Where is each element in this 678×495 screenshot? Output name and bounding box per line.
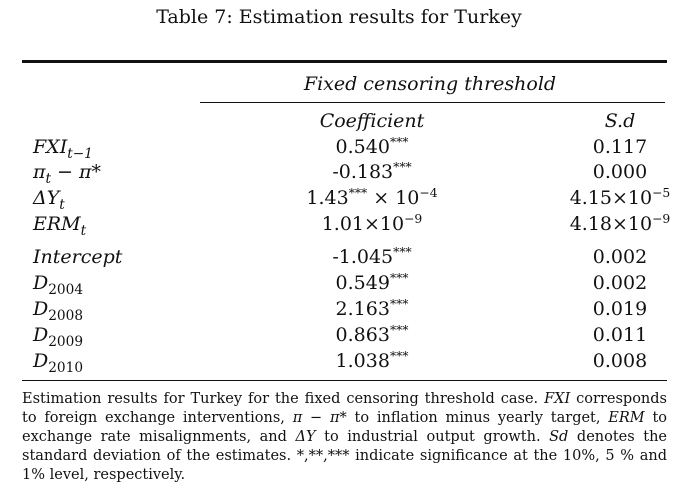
sd-value bbox=[540, 272, 678, 294]
table-row bbox=[0, 350, 678, 376]
coefficient-superscript: *** bbox=[389, 349, 409, 364]
sd-value bbox=[540, 298, 678, 320]
variable-symbol: D bbox=[33, 272, 49, 294]
sd-value bbox=[540, 213, 678, 235]
sd-number: 0.000 bbox=[592, 161, 648, 183]
column-header-sd: S.d bbox=[604, 110, 636, 132]
coefficient-number: -0.183 bbox=[332, 161, 394, 183]
coefficient-scale: × 10 bbox=[367, 187, 420, 209]
variable-symbol: D bbox=[33, 350, 49, 372]
sd-number: 0.008 bbox=[592, 350, 648, 372]
table-row bbox=[0, 187, 678, 213]
row-variable bbox=[33, 246, 122, 268]
row-variable bbox=[33, 161, 101, 187]
coefficient-value bbox=[272, 136, 472, 158]
coefficient-exponent: −4 bbox=[419, 186, 438, 201]
coefficient-superscript: *** bbox=[389, 135, 409, 150]
row-variable bbox=[33, 187, 65, 213]
coefficient-superscript: *** bbox=[393, 245, 412, 260]
note-text: corresponds to foreign exchange interventions, bbox=[22, 391, 667, 426]
note-term-erm: ERM bbox=[608, 410, 645, 426]
note-text: Estimation results for Turkey for the fixed censoring threshold case. bbox=[22, 391, 545, 407]
table-caption: Table 7: Estimation results for Turkey bbox=[156, 6, 522, 28]
table-row bbox=[0, 246, 678, 272]
table-row bbox=[0, 298, 678, 324]
table-note bbox=[22, 390, 667, 485]
note-term-dy: ΔY bbox=[295, 429, 316, 445]
sd-number: 4.15×10 bbox=[569, 187, 653, 209]
coefficient-value bbox=[272, 213, 472, 235]
sd-value bbox=[540, 136, 678, 158]
variable-subscript: t bbox=[59, 196, 65, 213]
coefficient-value bbox=[272, 324, 472, 346]
variable-subscript: t−1 bbox=[67, 145, 93, 162]
coefficient-number: 0.549 bbox=[335, 272, 390, 294]
coefficient-superscript: *** bbox=[389, 323, 409, 338]
variable-symbol: ERM bbox=[33, 213, 81, 235]
coefficient-number: 1.038 bbox=[335, 350, 390, 372]
table-row bbox=[0, 136, 678, 162]
note-text: to industrial output growth. bbox=[315, 429, 550, 445]
sd-exponent: −5 bbox=[652, 186, 671, 201]
row-variable bbox=[33, 136, 93, 162]
variable-subscript: 2008 bbox=[48, 307, 84, 324]
coefficient-value bbox=[272, 187, 472, 209]
variable-symbol: ΔY bbox=[33, 187, 60, 209]
variable-symbol: D bbox=[33, 298, 49, 320]
row-variable bbox=[33, 298, 84, 324]
variable-symbol: FXI bbox=[33, 136, 68, 158]
row-variable bbox=[33, 213, 87, 239]
variable-subscript: t bbox=[45, 170, 51, 187]
variable-subscript: t bbox=[80, 222, 87, 239]
note-term-sd: Sd bbox=[549, 429, 569, 445]
sd-value bbox=[540, 187, 678, 209]
table-row bbox=[0, 213, 678, 239]
coefficient-value bbox=[272, 246, 472, 268]
coefficient-number: 2.163 bbox=[335, 298, 390, 320]
variable-symbol: Intercept bbox=[33, 246, 123, 268]
variable-symbol: π bbox=[33, 161, 46, 183]
top-rule bbox=[22, 60, 667, 63]
sd-value bbox=[540, 350, 678, 372]
bottom-rule bbox=[22, 380, 667, 381]
variable-subscript: 2010 bbox=[48, 359, 84, 376]
sd-number: 0.002 bbox=[592, 272, 648, 294]
variable-tail: − π* bbox=[51, 161, 101, 183]
sd-number: 0.117 bbox=[592, 136, 648, 158]
sd-number: 4.18×10 bbox=[569, 213, 653, 235]
coefficient-value bbox=[272, 161, 472, 183]
sd-number: 0.011 bbox=[592, 324, 648, 346]
table-row bbox=[0, 324, 678, 350]
coefficient-value bbox=[272, 272, 472, 294]
note-text: denotes the standard deviation of the estimates. *,**,*** indicate significance at the 10%, 5 % and 1% level, respectively. bbox=[22, 429, 668, 483]
group-header: Fixed censoring threshold bbox=[303, 73, 557, 95]
coefficient-value bbox=[272, 350, 472, 372]
coefficient-number: 0.863 bbox=[335, 324, 390, 346]
coefficient-number: 0.540 bbox=[335, 136, 390, 158]
row-variable bbox=[33, 324, 84, 350]
coefficient-number: -1.045 bbox=[332, 246, 394, 268]
variable-subscript: 2009 bbox=[48, 333, 84, 350]
sd-value bbox=[540, 161, 678, 183]
coefficient-superscript: *** bbox=[389, 297, 409, 312]
row-variable bbox=[33, 272, 84, 298]
variable-subscript: 2004 bbox=[48, 281, 84, 298]
column-header-coefficient: Coefficient bbox=[319, 110, 425, 132]
sd-exponent: −9 bbox=[652, 212, 671, 227]
sd-value bbox=[540, 246, 678, 268]
table-row bbox=[0, 161, 678, 187]
variable-symbol: D bbox=[33, 324, 49, 346]
sd-number: 0.019 bbox=[592, 298, 648, 320]
coefficient-number: 1.01×10 bbox=[321, 213, 405, 235]
table-row bbox=[0, 272, 678, 298]
group-rule bbox=[200, 102, 665, 103]
coefficient-superscript: *** bbox=[389, 271, 409, 286]
coefficient-value bbox=[272, 298, 472, 320]
coefficient-number: 1.43 bbox=[306, 187, 349, 209]
note-term-fxi: FXI bbox=[544, 391, 571, 407]
note-term-pi: π − π* bbox=[292, 410, 347, 426]
sd-value bbox=[540, 324, 678, 346]
coefficient-superscript: *** bbox=[393, 160, 412, 175]
sd-number: 0.002 bbox=[592, 246, 648, 268]
row-variable bbox=[33, 350, 84, 376]
coefficient-superscript: −9 bbox=[404, 212, 423, 227]
note-text: to exchange rate misalignments, and bbox=[22, 410, 668, 445]
coefficient-superscript: *** bbox=[348, 186, 368, 201]
note-text: to inflation minus yearly target, bbox=[346, 410, 609, 426]
